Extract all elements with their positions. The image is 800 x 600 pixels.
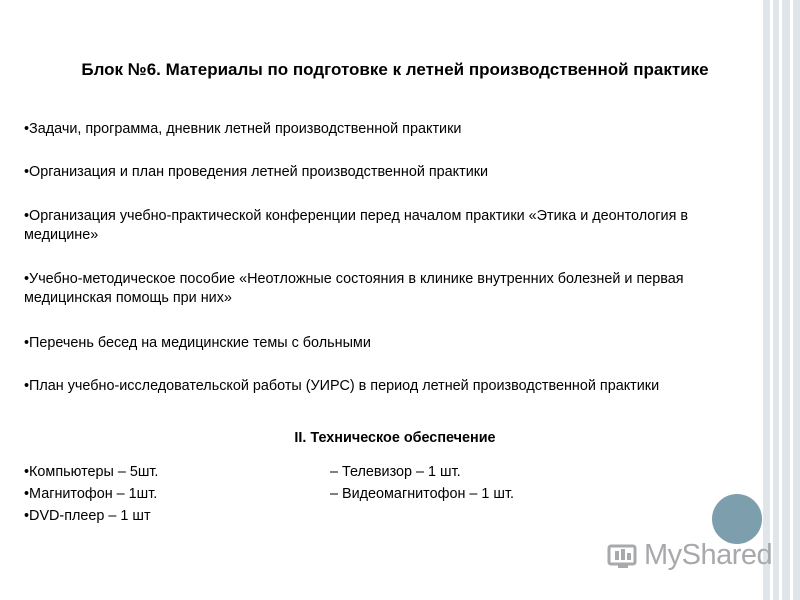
list-item: • Учебно-методическое пособие «Неотложные состояния в клинике внутренних болезней и первая медицинская помощь при них» bbox=[24, 270, 749, 308]
side-decoration-line bbox=[790, 0, 793, 600]
bottom-band bbox=[0, 584, 763, 600]
side-decoration-line bbox=[779, 0, 782, 600]
equipment-item: – Видеомагнитофон – 1 шт. bbox=[330, 486, 514, 502]
decorative-circle bbox=[712, 494, 762, 544]
equipment-item: • DVD-плеер – 1 шт bbox=[24, 507, 151, 526]
watermark-text: MyShared bbox=[644, 538, 773, 571]
side-decoration-line bbox=[770, 0, 773, 600]
equipment-item: – Телевизор – 1 шт. bbox=[330, 464, 461, 480]
equipment-item: • Компьютеры – 5шт. bbox=[24, 463, 158, 482]
list-item: • Организация и план проведения летней производственной практики bbox=[24, 163, 749, 182]
myshared-logo-icon bbox=[606, 540, 640, 570]
equipment-item: • Магнитофон – 1шт. bbox=[24, 485, 157, 504]
myshared-watermark bbox=[606, 538, 772, 572]
list-item: • Организация учебно-практической конференции перед началом практики «Этика и деонтология в медицине» bbox=[24, 207, 749, 245]
list-item: • Задачи, программа, дневник летней производственной практики bbox=[24, 120, 749, 139]
slide-title: Блок №6. Материалы по подготовке к летней производственной практике bbox=[81, 60, 709, 79]
list-item: • План учебно-исследовательской работы (УИРС) в период летней производственной практики bbox=[24, 377, 749, 396]
section-heading: II. Техническое обеспечение bbox=[294, 430, 496, 446]
list-item: • Перечень бесед на медицинские темы с больными bbox=[24, 334, 749, 353]
